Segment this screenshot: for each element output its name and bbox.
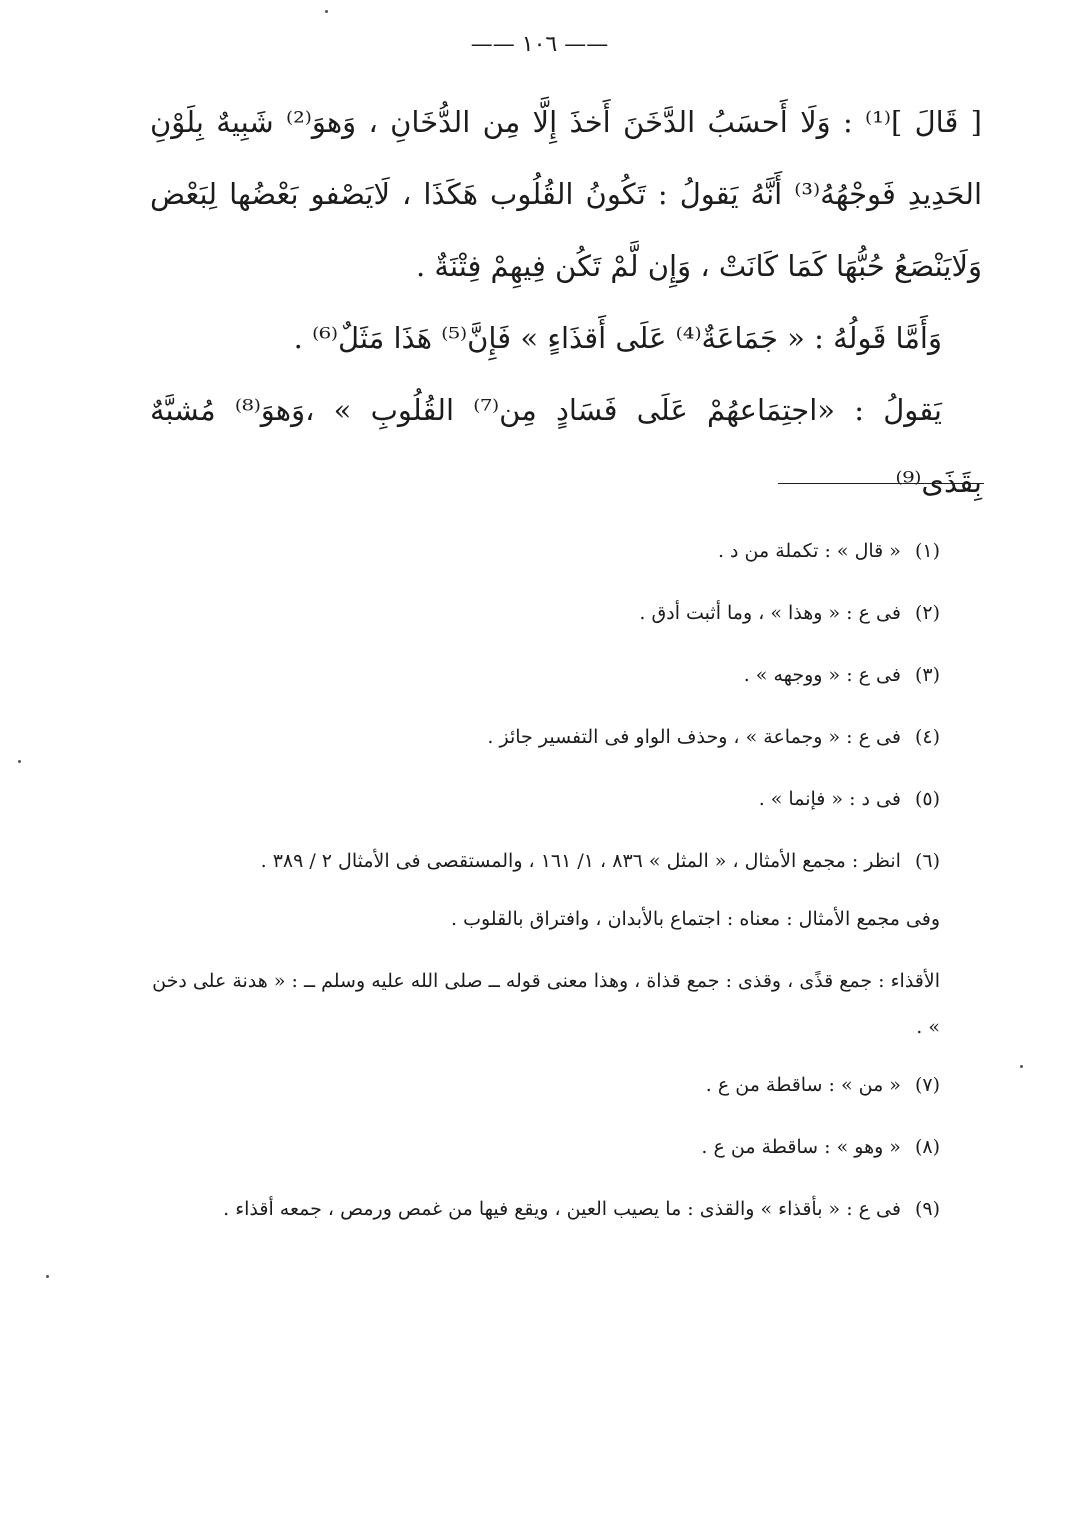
footnote-number: (٣) xyxy=(914,664,940,686)
footnote-number: (٢) xyxy=(914,602,940,624)
scan-speck xyxy=(1020,1065,1023,1068)
footnote-1 xyxy=(140,520,940,582)
footnote-number: (٨) xyxy=(914,1136,940,1158)
footnote-text: فى ع : « وجماعة » ، وحذف الواو فى التفسير جائز . xyxy=(487,726,901,748)
footnote-text: فى د : « فإنما » . xyxy=(758,788,901,810)
footnote-7 xyxy=(140,1054,940,1116)
footnote-number: (١) xyxy=(914,540,940,562)
scan-speck xyxy=(18,760,21,763)
footnote-6 xyxy=(140,838,940,884)
main-paragraph-2: وَأَمَّا قَولُهُ : « جَمَاعَةٌ⁽⁴⁾ عَلَى أَقذَاءٍ » فَإِنَّ⁽⁵⁾ هَذَا مَثَلٌ⁽⁶⁾ . xyxy=(293,321,942,355)
main-paragraph-3: يَقولُ : «اجتِمَاعهُمْ عَلَى فَسَادٍ مِن⁽⁷⁾ القُلُوبِ » ،وَهوَ⁽⁸⁾ مُشبَّهٌ بِقَذَى⁽⁹⁾ xyxy=(150,393,982,499)
footnote-number: (٦) xyxy=(914,850,940,872)
footnote-number: (٤) xyxy=(914,726,940,748)
main-paragraph-1: [ قَالَ ]⁽¹⁾ : وَلَا أَحسَبُ الدَّخَنَ أَخذَ إِلَّا مِن الدُّخَانِ ، وَهوَ⁽²⁾ شَبِيهٌ بِلَوْنِ الحَدِيدِ فَوجْهُهُ⁽³⁾ أَنَّهُ يَقولُ : تَكُونُ القُلُوب هَكَذَا ، لَايَصْفو بَعْضُها لِبَعْض وَلَايَنْصَعُ حُبُّهَا كَمَا كَانَتْ ، وَإِن لَّمْ تَكُن فِيهِمْ فِتْنَةٌ . xyxy=(150,105,983,283)
footnote-text: فى ع : « وهذا » ، وما أثبت أدق . xyxy=(639,602,901,624)
footnote-text: انظر : مجمع الأمثال ، « المثل » ٨٣٦ ، ١/ ١٦١ ، والمستقصى فى الأمثال ٢ / ٣٨٩ . xyxy=(260,850,901,872)
footnote-text: « وهو » : ساقطة من ع . xyxy=(701,1136,901,1158)
footnotes xyxy=(140,520,940,1236)
footnote-separator xyxy=(778,483,984,484)
footnote-text: « من » : ساقطة من ع . xyxy=(705,1074,901,1096)
footnote-2 xyxy=(140,582,940,644)
scan-speck xyxy=(325,10,328,13)
footnote-5 xyxy=(140,768,940,830)
footnote-text: فى ع : « بأقذاء » والقذى : ما يصيب العين ، ويقع فيها من غمص ورمص ، جمعه أقذاء . xyxy=(223,1198,901,1220)
scan-speck xyxy=(46,1275,49,1278)
footnote-continuation: الأقذاء : جمع قذًى ، وقذى : جمع قذاة ، وهذا معنى قوله ــ صلى الله عليه وسلم ــ : « هدنة على دخن » . xyxy=(152,970,940,1038)
footnote-9 xyxy=(140,1186,940,1232)
main-text xyxy=(150,86,982,518)
footnote-number: (٩) xyxy=(914,1198,940,1220)
footnote-text: فى ع : « ووجهه » . xyxy=(743,664,901,686)
footnote-8 xyxy=(140,1116,940,1178)
footnote-continuation: وفى مجمع الأمثال : معناه : اجتماع بالأبدان ، وافتراق بالقلوب . xyxy=(451,908,940,930)
page-number: —— ١٠٦ —— xyxy=(470,32,609,57)
footnote-number: (٥) xyxy=(914,788,940,810)
footnote-4 xyxy=(140,706,940,768)
footnote-3 xyxy=(140,644,940,706)
footnote-text: « قال » : تكملة من د . xyxy=(717,540,901,562)
footnote-number: (٧) xyxy=(914,1074,940,1096)
